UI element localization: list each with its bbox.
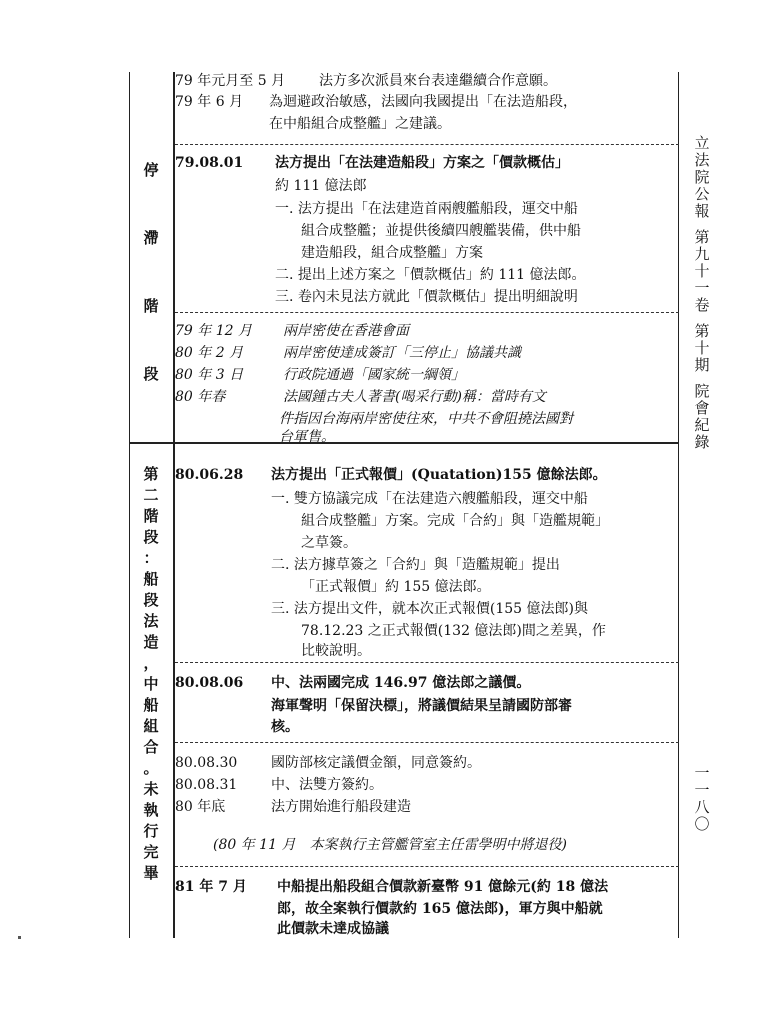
vertical-char: 十 (694, 339, 710, 357)
journal-title (694, 135, 709, 220)
vertical-char: 停 (143, 161, 159, 179)
row-date: 80.08.06 (175, 675, 244, 691)
vertical-char: 錄 (694, 433, 710, 451)
vertical-char: 卷 (694, 296, 710, 314)
vertical-char: 第 (694, 322, 710, 340)
vertical-char: 未 (143, 780, 159, 798)
vertical-char: ： (143, 549, 159, 567)
row-text: 「正式報價」約 155 億法郎。 (301, 579, 491, 595)
vertical-char: 會 (694, 399, 710, 417)
vertical-char: 報 (694, 202, 710, 220)
row-text: 在中船組合成整艦」之建議。 (269, 116, 451, 132)
vertical-char: 段 (143, 591, 159, 609)
vertical-char: ， (143, 654, 159, 672)
row-text: 兩岸密使在香港會面 (283, 323, 409, 339)
page-number-text (694, 765, 709, 833)
row-text: 約 111 億法郎 (275, 178, 367, 194)
row-text: 法方提出「在法建造船段」方案之「價款概估」 (275, 155, 569, 171)
row-date: 80 年 2 月 (175, 345, 244, 361)
row-text: 台軍售。 (279, 429, 335, 445)
record-table (129, 72, 679, 938)
vertical-char: 院 (694, 168, 710, 186)
vertical-char: 合 (143, 738, 159, 756)
row-divider (175, 866, 679, 867)
row-text: 建造船段，組合成整艦」方案 (301, 245, 483, 261)
running-header (690, 135, 714, 451)
table-right-border (678, 72, 679, 938)
row-text: 二. 法方據草簽之「合約」與「造艦規範」提出 (271, 557, 560, 573)
vertical-char: 組 (143, 717, 159, 735)
vertical-char: 一 (694, 764, 710, 782)
vertical-char: 二 (143, 486, 159, 504)
row-text: 法方多次派員來台表達繼續合作意願。 (319, 73, 557, 89)
row-text: 國防部核定議價金額，同意簽約。 (271, 755, 481, 771)
row-text: 比較說明。 (301, 643, 371, 659)
vertical-char: 第 (694, 228, 710, 246)
vertical-char: 院 (694, 382, 710, 400)
vertical-char: 段 (143, 528, 159, 546)
row-divider (175, 312, 679, 313)
vertical-char: 段 (143, 365, 159, 383)
row-text: 法國鍾古夫人著書(喝采行動)稱：當時有文 (283, 389, 546, 405)
row-text: 為迴避政治敏感，法國向我國提出「在法造船段， (269, 94, 577, 110)
vertical-char: 九 (694, 245, 710, 263)
row-divider (175, 662, 679, 663)
vertical-char: 階 (143, 297, 159, 315)
row-text: 此價款未達成協議 (277, 921, 389, 937)
row-text: 中、法雙方簽約。 (271, 777, 383, 793)
row-text: (80 年 11 月 本案執行主管艦管室主任雷學明中將退役) (213, 837, 567, 853)
row-text: 三. 卷內未見法方就此「價款概估」提出明細說明 (275, 289, 578, 305)
vertical-char: 十 (694, 262, 710, 280)
stage-2-text (143, 464, 158, 884)
row-date: 80 年 3 日 (175, 367, 244, 383)
vertical-char: 畢 (143, 864, 159, 882)
vertical-char: 中 (143, 675, 159, 693)
vertical-char: 階 (143, 507, 159, 525)
page-number (690, 765, 714, 833)
vertical-char: 紀 (694, 416, 710, 434)
row-text: 中船提出船段組合價款新臺幣 91 億餘元(約 18 億法 (277, 879, 609, 895)
row-text: 一. 法方提出「在法建造首兩艘艦船段，運交中船 (275, 201, 578, 217)
vertical-char: 法 (694, 151, 710, 169)
vertical-char: 滯 (143, 229, 159, 247)
row-text: 核。 (271, 719, 299, 735)
row-text: 二. 提出上述方案之「價款概估」約 111 億法郎。 (275, 267, 586, 283)
vertical-char: 期 (694, 356, 710, 374)
row-date: 79.08.01 (175, 155, 244, 171)
row-date: 79 年 6 月 (175, 94, 244, 110)
row-text: 法方提出「正式報價」(Quatation)155 億餘法郎。 (271, 467, 607, 483)
vertical-char: 公 (694, 185, 710, 203)
vertical-char: 船 (143, 570, 159, 588)
row-text: 中、法兩國完成 146.97 億法郎之議價。 (271, 675, 531, 691)
row-text: 三. 法方提出文件，就本次正式報價(155 億法郎)與 (271, 601, 588, 617)
row-date: 79 年元月至 5 月 (175, 73, 286, 89)
row-divider (175, 742, 679, 743)
stage-divider (129, 442, 679, 444)
row-divider (175, 144, 679, 145)
stage-1-text (143, 160, 158, 432)
vertical-char: 第 (143, 465, 159, 483)
row-text: 組合成整艦；並提供後續四艘艦裝備，供中船 (301, 223, 581, 239)
vertical-char: 〇 (694, 815, 710, 833)
row-date: 80 年春 (175, 389, 226, 405)
vertical-char: 造 (143, 633, 159, 651)
vertical-char: 執 (143, 801, 159, 819)
vertical-char: 一 (694, 781, 710, 799)
vertical-char: 行 (143, 822, 159, 840)
row-date: 81 年 7 月 (175, 879, 247, 895)
section-label (694, 383, 709, 451)
issue-label (694, 323, 709, 374)
row-date: 80 年底 (175, 799, 226, 815)
volume-label (694, 229, 709, 314)
stage-1-label (129, 160, 173, 432)
row-text: 組合成整艦」方案。完成「合約」與「造艦規範」 (301, 513, 609, 529)
vertical-char: 船 (143, 696, 159, 714)
stage-2-label (129, 464, 173, 884)
vertical-char: 立 (694, 134, 710, 152)
vertical-char: 完 (143, 843, 159, 861)
row-date: 80.06.28 (175, 467, 244, 483)
vertical-char: 八 (694, 798, 710, 816)
row-text: 兩岸密使達成簽訂「三停止」協議共識 (283, 345, 521, 361)
row-text: 一. 雙方協議完成「在法建造六艘艦船段，運交中船 (271, 491, 588, 507)
vertical-char: 法 (143, 612, 159, 630)
row-date: 80.08.30 (175, 755, 238, 771)
row-text: 郎，故全案執行價款約 165 億法郎)，軍方與中船就 (277, 901, 603, 917)
row-date: 80.08.31 (175, 777, 238, 793)
row-text: 件指因台海兩岸密使往來，中共不會阻撓法國對 (279, 411, 573, 427)
row-text: 之草簽。 (301, 535, 357, 551)
vertical-char: 。 (143, 759, 159, 777)
row-text: 海軍聲明「保留決標」，將議價結果呈請國防部審 (271, 698, 572, 714)
scan-speck (18, 936, 21, 939)
row-date: 79 年 12 月 (175, 323, 252, 339)
row-text: 行政院通過「國家統一綱領」 (283, 367, 465, 383)
vertical-char: 一 (694, 279, 710, 297)
row-text: 法方開始進行船段建造 (271, 799, 411, 815)
row-text: 78.12.23 之正式報價(132 億法郎)間之差異，作 (301, 623, 606, 639)
